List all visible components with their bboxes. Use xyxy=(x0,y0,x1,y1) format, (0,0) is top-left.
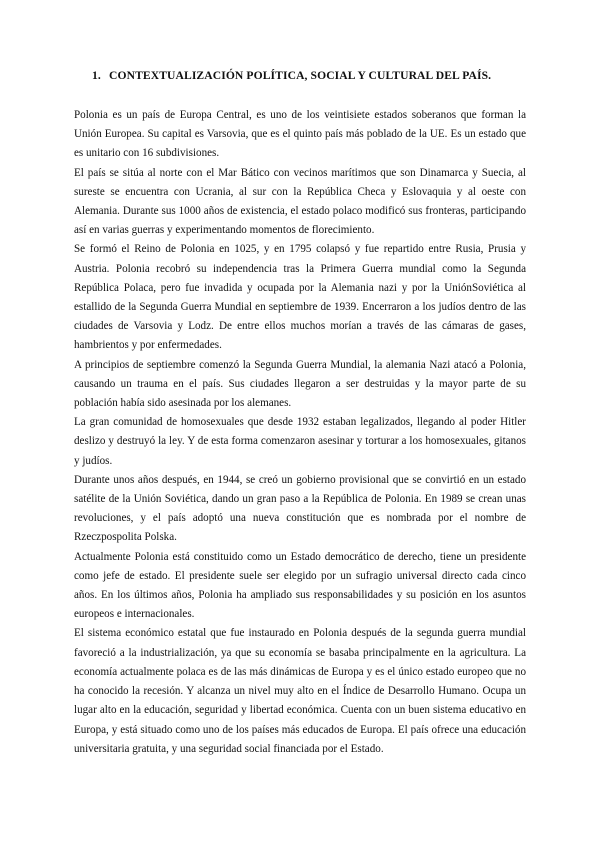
paragraph: La gran comunidad de homosexuales que desde 1932 estaban legalizados, llegando al poder Hitler deslizo y destruyó la ley. Y de esta forma comenzaron asesinar y torturar a los homosexuales, gitanos y judíos. xyxy=(74,416,526,467)
paragraph: Se formó el Reino de Polonia en 1025, y en 1795 colapsó y fue repartido entre Rusia, Prusia y Austria. Polonia recobró su independencia tras la Primera Guerra mundial como la Segunda República Polaca, pero fue invadida y ocupada por la Alemania nazi y por la UniónSoviética al estallido de la Segunda Guerra Mundial en septiembre de 1939. Encerraron a los judíos dentro de las ciudades de Varsovia y Lodz. De entre ellos muchos morían a través de las cámaras de gases, hambrientos y por enfermedades. xyxy=(74,243,526,352)
section-number: 1. xyxy=(92,69,101,82)
document-body xyxy=(74,106,526,759)
paragraph: Actualmente Polonia está constituido como un Estado democrático de derecho, tiene un presidente como jefe de estado. El presidente suele ser elegido por un sufragio universal directo cada cinco años. En los últimos años, Polonia ha ampliado sus responsabilidades y su posición en los asuntos europeos e internacionales. xyxy=(74,550,526,621)
paragraph: El sistema económico estatal que fue instaurado en Polonia después de la segunda guerra mundial favoreció a la industrialización, ya que su economía se basaba principalmente en la agricultura. La economía actualmente polaca es de las más dinámicas de Europa y es el único estado europeo que no ha conocido la recesión. Y alcanza un nivel muy alto en el Índice de Desarrollo Humano. Ocupa un lugar alto en la educación, seguridad y libertad económica. Cuenta con un buen sistema educativo en Europa, y está situado como uno de los países más educados de Europa. El país ofrece una educación universitaria gratuita, y una seguridad social financiada por el Estado. xyxy=(74,627,526,755)
section-heading xyxy=(92,69,512,82)
paragraph: El país se sitúa al norte con el Mar Bático con vecinos marítimos que son Dinamarca y Suecia, al sureste se encuentra con Ucrania, al sur con la República Checa y Eslovaquia y al oeste con Alemania. Durante sus 1000 años de existencia, el estado polaco modificó sus fronteras, participando así en varias guerras y experimentando momentos de florecimiento. xyxy=(74,166,526,237)
paragraph: Polonia es un país de Europa Central, es uno de los veintisiete estados soberanos que forman la Unión Europea. Su capital es Varsovia, que es el quinto país más poblado de la UE. Es un estado que es unitario con 16 subdivisiones. xyxy=(74,109,526,160)
paragraph: Durante unos años después, en 1944, se creó un gobierno provisional que se convirtió en un estado satélite de la Unión Soviética, dando un gran paso a la República de Polonia. En 1989 se crean unas revoluciones, y el país adoptó una nueva constitución que es nombrada por el nombre de Rzeczpospolita Polska. xyxy=(74,473,526,544)
section-title: CONTEXTUALIZACIÓN POLÍTICA, SOCIAL Y CULTURAL DEL PAÍS. xyxy=(109,69,492,82)
paragraph: A principios de septiembre comenzó la Segunda Guerra Mundial, la alemania Nazi atacó a Polonia, causando un trauma en el país. Sus ciudades llegaron a ser destruidas y la mayor parte de su población había sido asesinada por los alemanes. xyxy=(74,358,526,410)
